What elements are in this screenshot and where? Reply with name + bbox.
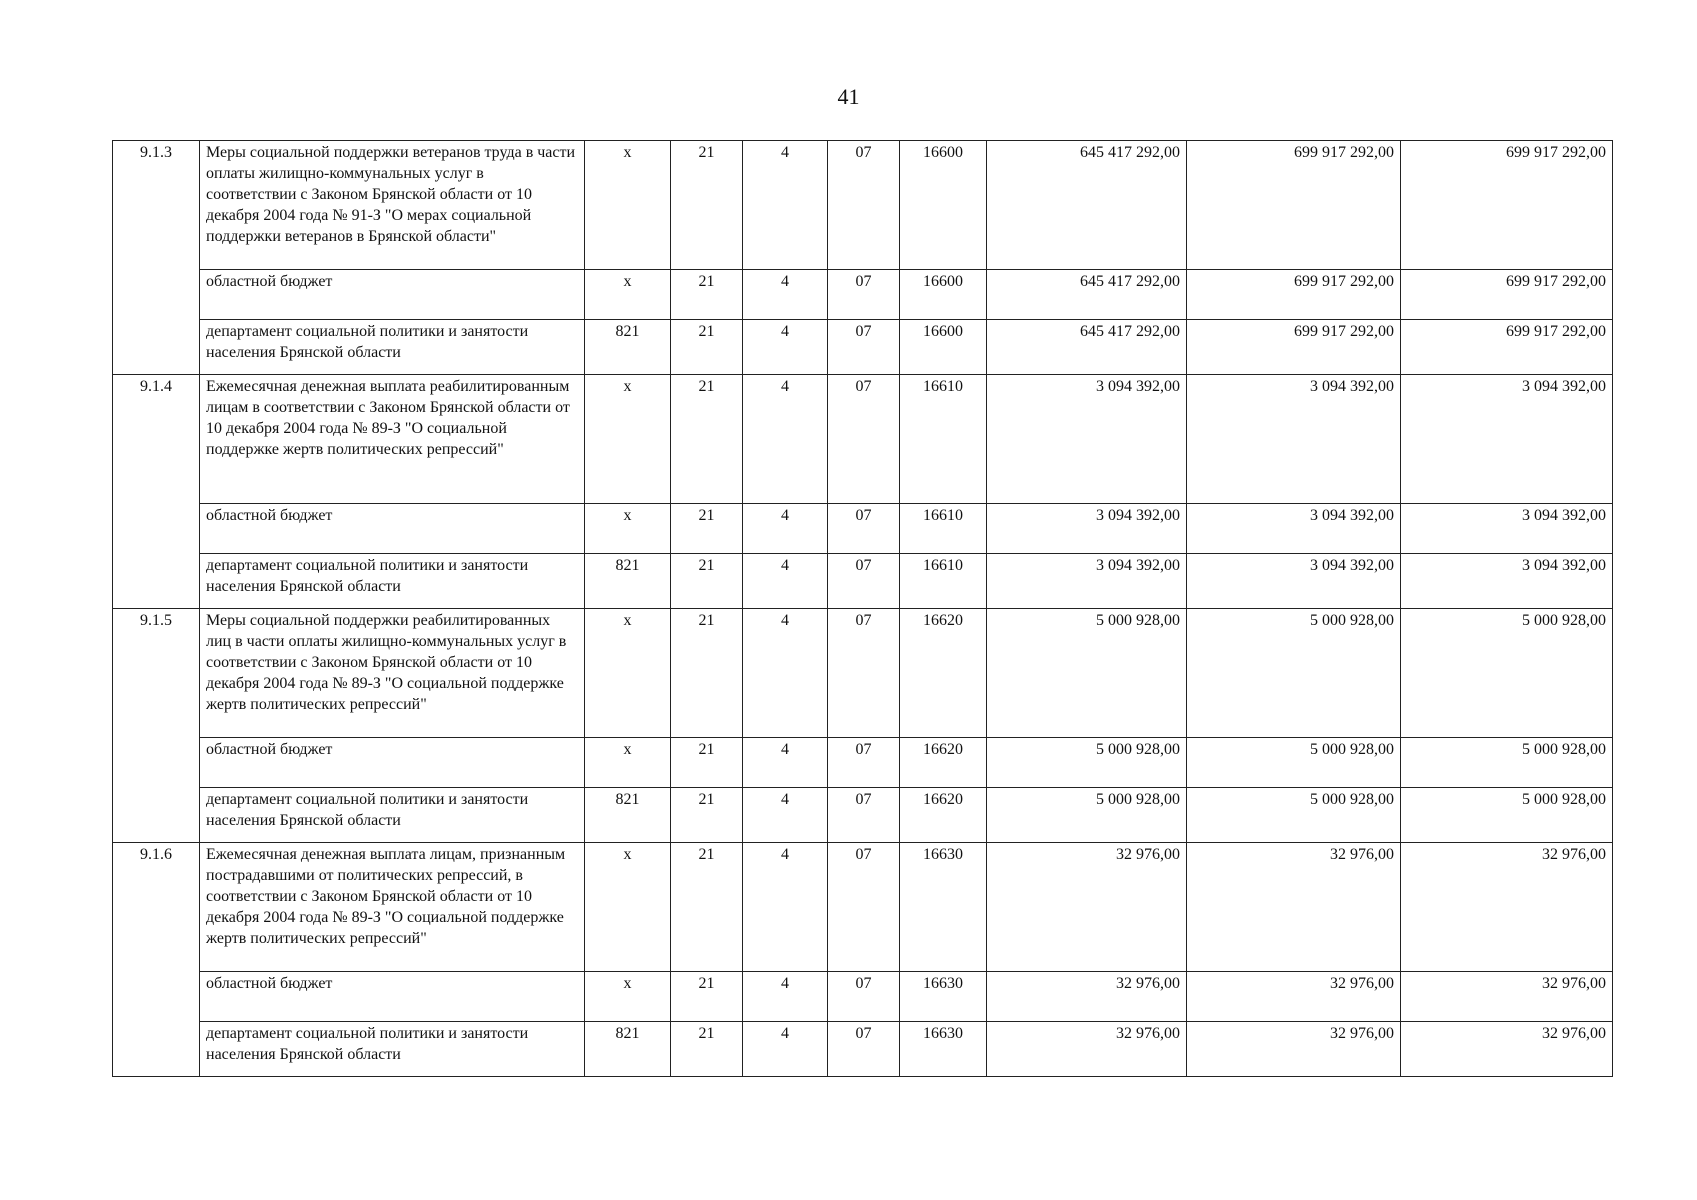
code-1: 21 bbox=[671, 1022, 743, 1077]
amount-3: 699 917 292,00 bbox=[1401, 270, 1613, 320]
grbs-code: 821 bbox=[585, 1022, 671, 1077]
item-description: областной бюджет bbox=[200, 972, 585, 1022]
code-4: 16630 bbox=[900, 1022, 987, 1077]
amount-2: 3 094 392,00 bbox=[1187, 554, 1401, 609]
item-description: областной бюджет bbox=[200, 738, 585, 788]
code-2: 4 bbox=[743, 972, 828, 1022]
amount-2: 3 094 392,00 bbox=[1187, 504, 1401, 554]
item-description: Меры социальной поддержки реабилитированных лиц в части оплаты жилищно-коммунальных услуг в соответствии с Законом Брянской области от 10 декабря 2004 года № 89-З "О социальной поддержке жертв политических репрессий" bbox=[200, 609, 585, 738]
table-row bbox=[113, 554, 1613, 609]
amount-3: 3 094 392,00 bbox=[1401, 554, 1613, 609]
code-2: 4 bbox=[743, 320, 828, 375]
amount-2: 32 976,00 bbox=[1187, 1022, 1401, 1077]
code-1: 21 bbox=[671, 609, 743, 738]
code-3: 07 bbox=[828, 1022, 900, 1077]
grbs-code: 821 bbox=[585, 788, 671, 843]
table-row bbox=[113, 504, 1613, 554]
amount-3: 32 976,00 bbox=[1401, 1022, 1613, 1077]
item-description: Ежемесячная денежная выплата лицам, признанным пострадавшими от политических репрессий, в соответствии с Законом Брянской области от 10 декабря 2004 года № 89-З "О социальной поддержке жертв политических репрессий" bbox=[200, 843, 585, 972]
code-2: 4 bbox=[743, 1022, 828, 1077]
code-1: 21 bbox=[671, 320, 743, 375]
code-2: 4 bbox=[743, 375, 828, 504]
amount-1: 5 000 928,00 bbox=[987, 788, 1187, 843]
table-row bbox=[113, 141, 1613, 270]
amount-1: 645 417 292,00 bbox=[987, 141, 1187, 270]
table-row bbox=[113, 972, 1613, 1022]
code-1: 21 bbox=[671, 843, 743, 972]
code-3: 07 bbox=[828, 504, 900, 554]
grbs-code: x bbox=[585, 972, 671, 1022]
code-4: 16600 bbox=[900, 141, 987, 270]
amount-2: 699 917 292,00 bbox=[1187, 320, 1401, 375]
item-description: областной бюджет bbox=[200, 504, 585, 554]
grbs-code: 821 bbox=[585, 320, 671, 375]
code-3: 07 bbox=[828, 270, 900, 320]
amount-1: 32 976,00 bbox=[987, 1022, 1187, 1077]
amount-2: 699 917 292,00 bbox=[1187, 270, 1401, 320]
table-body bbox=[113, 141, 1613, 1077]
grbs-code: x bbox=[585, 141, 671, 270]
code-2: 4 bbox=[743, 504, 828, 554]
code-3: 07 bbox=[828, 972, 900, 1022]
amount-3: 699 917 292,00 bbox=[1401, 320, 1613, 375]
grbs-code: x bbox=[585, 609, 671, 738]
code-4: 16630 bbox=[900, 972, 987, 1022]
code-1: 21 bbox=[671, 788, 743, 843]
table-row bbox=[113, 843, 1613, 972]
code-3: 07 bbox=[828, 609, 900, 738]
code-1: 21 bbox=[671, 504, 743, 554]
page-number: 41 bbox=[837, 84, 860, 109]
amount-2: 5 000 928,00 bbox=[1187, 609, 1401, 738]
grbs-code: x bbox=[585, 375, 671, 504]
code-4: 16620 bbox=[900, 609, 987, 738]
code-4: 16630 bbox=[900, 843, 987, 972]
code-1: 21 bbox=[671, 141, 743, 270]
amount-3: 32 976,00 bbox=[1401, 843, 1613, 972]
amount-1: 645 417 292,00 bbox=[987, 320, 1187, 375]
table-row bbox=[113, 375, 1613, 504]
code-4: 16620 bbox=[900, 788, 987, 843]
table-row bbox=[113, 738, 1613, 788]
table-row bbox=[113, 609, 1613, 738]
code-2: 4 bbox=[743, 788, 828, 843]
code-4: 16620 bbox=[900, 738, 987, 788]
amount-2: 32 976,00 bbox=[1187, 972, 1401, 1022]
item-number: 9.1.4 bbox=[113, 375, 200, 609]
item-description: департамент социальной политики и занятости населения Брянской области bbox=[200, 788, 585, 843]
code-2: 4 bbox=[743, 738, 828, 788]
code-3: 07 bbox=[828, 375, 900, 504]
grbs-code: 821 bbox=[585, 554, 671, 609]
amount-3: 699 917 292,00 bbox=[1401, 141, 1613, 270]
item-number: 9.1.5 bbox=[113, 609, 200, 843]
amount-3: 3 094 392,00 bbox=[1401, 375, 1613, 504]
code-3: 07 bbox=[828, 141, 900, 270]
amount-2: 5 000 928,00 bbox=[1187, 738, 1401, 788]
table-row bbox=[113, 788, 1613, 843]
code-2: 4 bbox=[743, 554, 828, 609]
code-3: 07 bbox=[828, 738, 900, 788]
grbs-code: x bbox=[585, 738, 671, 788]
amount-1: 645 417 292,00 bbox=[987, 270, 1187, 320]
code-1: 21 bbox=[671, 738, 743, 788]
code-4: 16600 bbox=[900, 270, 987, 320]
code-3: 07 bbox=[828, 843, 900, 972]
amount-2: 32 976,00 bbox=[1187, 843, 1401, 972]
amount-3: 5 000 928,00 bbox=[1401, 738, 1613, 788]
item-description: департамент социальной политики и занятости населения Брянской области bbox=[200, 1022, 585, 1077]
code-2: 4 bbox=[743, 609, 828, 738]
code-3: 07 bbox=[828, 788, 900, 843]
amount-3: 32 976,00 bbox=[1401, 972, 1613, 1022]
grbs-code: x bbox=[585, 843, 671, 972]
table-row bbox=[113, 320, 1613, 375]
code-4: 16600 bbox=[900, 320, 987, 375]
item-description: департамент социальной политики и занятости населения Брянской области bbox=[200, 320, 585, 375]
item-number: 9.1.3 bbox=[113, 141, 200, 375]
item-description: департамент социальной политики и занятости населения Брянской области bbox=[200, 554, 585, 609]
code-4: 16610 bbox=[900, 554, 987, 609]
amount-3: 5 000 928,00 bbox=[1401, 788, 1613, 843]
amount-1: 5 000 928,00 bbox=[987, 738, 1187, 788]
grbs-code: x bbox=[585, 504, 671, 554]
amount-1: 5 000 928,00 bbox=[987, 609, 1187, 738]
amount-3: 3 094 392,00 bbox=[1401, 504, 1613, 554]
code-4: 16610 bbox=[900, 375, 987, 504]
item-description: областной бюджет bbox=[200, 270, 585, 320]
grbs-code: x bbox=[585, 270, 671, 320]
amount-2: 3 094 392,00 bbox=[1187, 375, 1401, 504]
amount-1: 32 976,00 bbox=[987, 972, 1187, 1022]
code-1: 21 bbox=[671, 270, 743, 320]
amount-1: 3 094 392,00 bbox=[987, 554, 1187, 609]
code-3: 07 bbox=[828, 554, 900, 609]
code-2: 4 bbox=[743, 270, 828, 320]
item-description: Меры социальной поддержки ветеранов труда в части оплаты жилищно-коммунальных услуг в соответствии с Законом Брянской области от 10 декабря 2004 года № 91-З "О мерах социальной поддержки ветеранов в Брянской области" bbox=[200, 141, 585, 270]
code-1: 21 bbox=[671, 972, 743, 1022]
code-1: 21 bbox=[671, 375, 743, 504]
amount-2: 699 917 292,00 bbox=[1187, 141, 1401, 270]
amount-1: 3 094 392,00 bbox=[987, 504, 1187, 554]
item-description: Ежемесячная денежная выплата реабилитированным лицам в соответствии с Законом Брянской области от 10 декабря 2004 года № 89-З "О социальной поддержке жертв политических репрессий" bbox=[200, 375, 585, 504]
code-4: 16610 bbox=[900, 504, 987, 554]
table-row bbox=[113, 1022, 1613, 1077]
amount-3: 5 000 928,00 bbox=[1401, 609, 1613, 738]
code-2: 4 bbox=[743, 843, 828, 972]
amount-1: 32 976,00 bbox=[987, 843, 1187, 972]
item-number: 9.1.6 bbox=[113, 843, 200, 1077]
amount-2: 5 000 928,00 bbox=[1187, 788, 1401, 843]
amount-1: 3 094 392,00 bbox=[987, 375, 1187, 504]
table-row bbox=[113, 270, 1613, 320]
code-2: 4 bbox=[743, 141, 828, 270]
code-1: 21 bbox=[671, 554, 743, 609]
code-3: 07 bbox=[828, 320, 900, 375]
budget-table bbox=[112, 140, 1613, 1077]
